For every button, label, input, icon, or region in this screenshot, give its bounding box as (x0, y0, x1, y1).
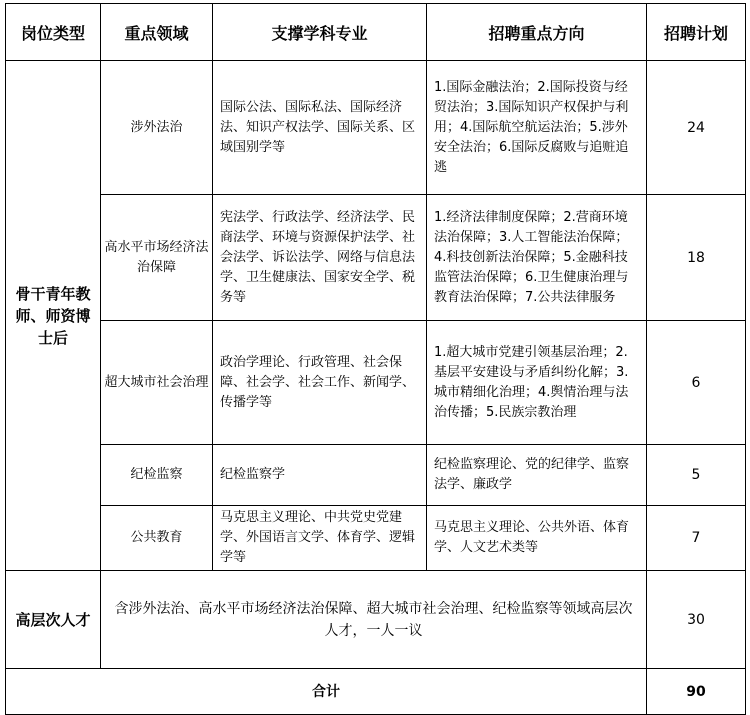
position-type-cell: 高层次人才 (6, 571, 101, 669)
high-level-talent-description: 含涉外法治、高水平市场经济法治保障、超大城市社会治理、纪检监察等领域高层次人才，一人一议 (101, 571, 647, 669)
total-value: 90 (647, 669, 746, 715)
directions-cell: 1.经济法律制度保障；2.营商环境法治保障；3.人工智能法治保障；4.科技创新法治保障；5.金融科技监管法治保障；6.卫生健康治理与教育法治保障；7.公共法律服务 (427, 195, 647, 321)
directions-cell: 马克思主义理论、公共外语、体育学、人文艺术类等 (427, 506, 647, 571)
header-disciplines: 支撑学科专业 (213, 4, 427, 61)
directions-cell: 纪检监察理论、党的纪律学、监察法学、廉政学 (427, 445, 647, 506)
directions-cell: 1.国际金融法治；2.国际投资与经贸法治；3.国际知识产权保护与利用；4.国际航空航运法治；5.涉外安全法治；6.国际反腐败与追赃追逃 (427, 61, 647, 195)
key-area-cell: 公共教育 (101, 506, 213, 571)
header-key-area: 重点领域 (101, 4, 213, 61)
disciplines-cell: 国际公法、国际私法、国际经济法、知识产权法学、国际关系、区域国别学等 (213, 61, 427, 195)
table-row (6, 506, 746, 571)
total-label: 合计 (6, 669, 647, 715)
plan-cell: 30 (647, 571, 746, 669)
key-area-cell: 纪检监察 (101, 445, 213, 506)
plan-cell: 18 (647, 195, 746, 321)
plan-cell: 7 (647, 506, 746, 571)
table-row (6, 61, 746, 195)
key-area-cell: 高水平市场经济法治保障 (101, 195, 213, 321)
disciplines-cell: 宪法学、行政法学、经济法学、民商法学、环境与资源保护法学、社会法学、诉讼法学、网络与信息法学、卫生健康法、国家安全学、税务等 (213, 195, 427, 321)
plan-cell: 5 (647, 445, 746, 506)
header-row (6, 4, 746, 61)
header-plan: 招聘计划 (647, 4, 746, 61)
position-type-cell: 骨干青年教师、师资博士后 (6, 61, 101, 571)
disciplines-cell: 马克思主义理论、中共党史党建学、外国语言文学、体育学、逻辑学等 (213, 506, 427, 571)
table-row (6, 321, 746, 445)
plan-cell: 24 (647, 61, 746, 195)
plan-cell: 6 (647, 321, 746, 445)
directions-cell: 1.超大城市党建引领基层治理；2.基层平安建设与矛盾纠纷化解；3.城市精细化治理；4.舆情治理与法治传播；5.民族宗教治理 (427, 321, 647, 445)
key-area-cell: 超大城市社会治理 (101, 321, 213, 445)
table-row (6, 445, 746, 506)
table-row (6, 571, 746, 669)
disciplines-cell: 纪检监察学 (213, 445, 427, 506)
table-row (6, 195, 746, 321)
total-row (6, 669, 746, 715)
header-position-type: 岗位类型 (6, 4, 101, 61)
recruitment-plan-table (5, 3, 746, 715)
disciplines-cell: 政治学理论、行政管理、社会保障、社会学、社会工作、新闻学、传播学等 (213, 321, 427, 445)
header-directions: 招聘重点方向 (427, 4, 647, 61)
key-area-cell: 涉外法治 (101, 61, 213, 195)
